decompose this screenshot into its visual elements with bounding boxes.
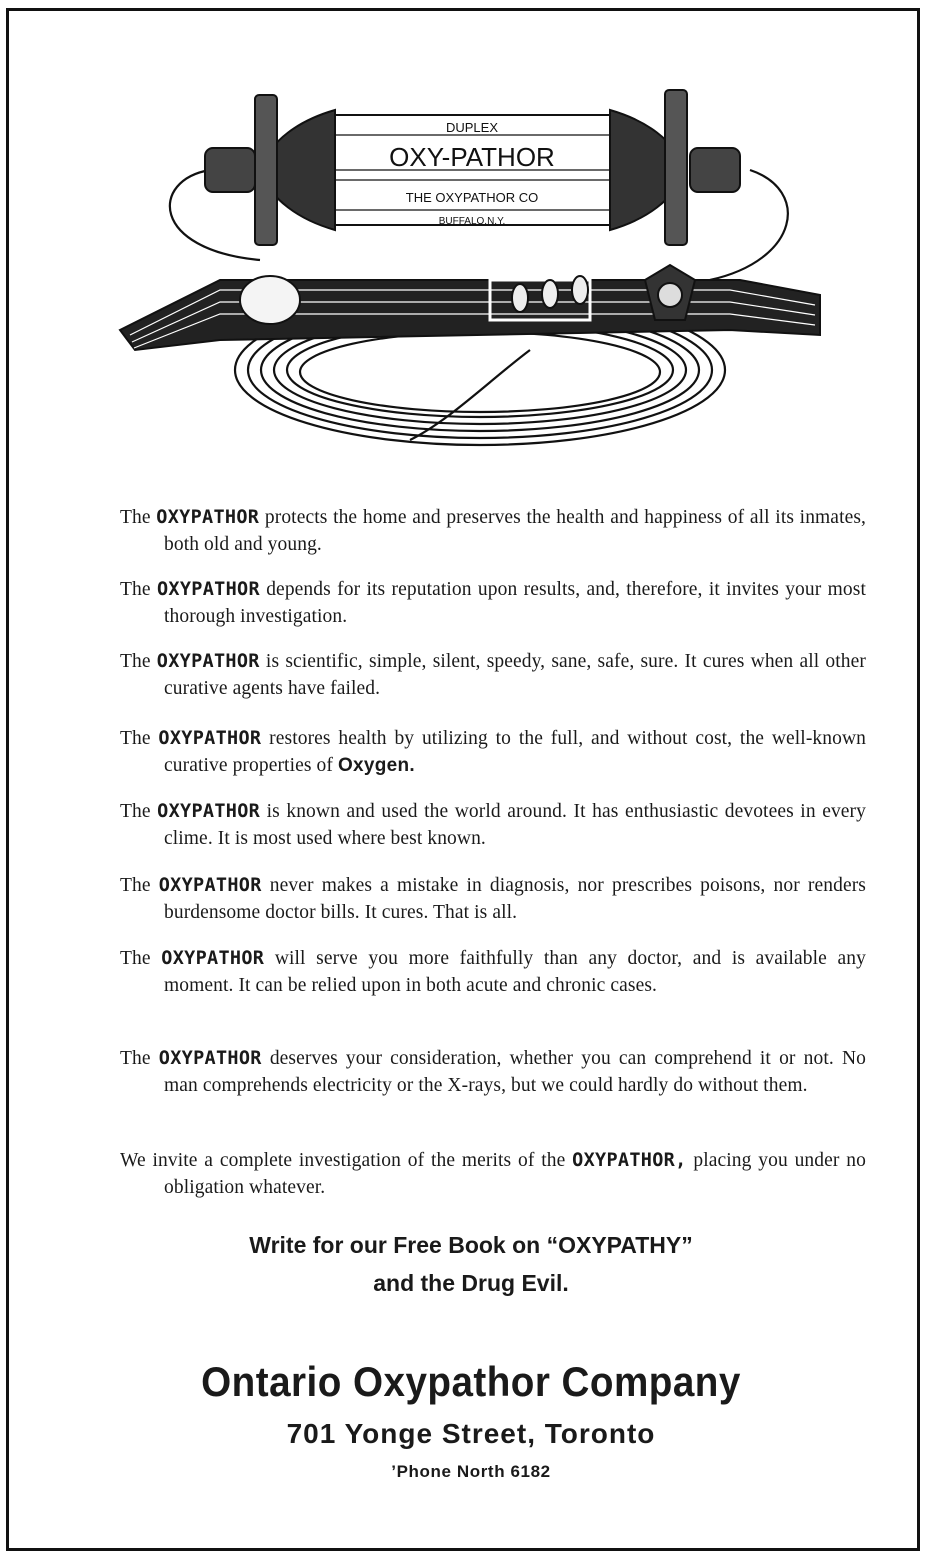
- paragraph-3: The OXYPATHOR is scientific, simple, silent, speedy, sane, safe, sure. It cures when all other curative agents have failed.: [120, 651, 866, 699]
- paragraph-2: The OXYPATHOR depends for its reputation upon results, and, therefore, it invites your most thorough investigation.: [120, 579, 866, 627]
- paragraph-9: We invite a complete investigation of the merits of the OXYPATHOR, placing you under no obligation whatever.: [120, 1150, 866, 1198]
- device-label-name: OXY-PATHOR: [389, 142, 555, 172]
- device-label-maker: THE OXYPATHOR CO: [405, 190, 539, 205]
- oxypathor-device-illustration: [110, 80, 830, 460]
- paragraph-8: The OXYPATHOR deserves your consideration, whether you can comprehend it or not. No man comprehends electricity or the X-rays, but we could hardly do without them.: [120, 1048, 867, 1096]
- paragraph-7: The OXYPATHOR will serve you more faithfully than any doctor, and is available any moment. It can be relied upon in both acute and chronic cases.: [120, 948, 867, 996]
- device-label-duplex: DUPLEX: [445, 120, 499, 135]
- cta-line-2: and the Drug Evil.: [373, 1270, 569, 1296]
- company-address: 701 Yonge Street, Toronto: [286, 1418, 656, 1449]
- paragraph-6: The OXYPATHOR never makes a mistake in diagnosis, nor prescribes poisons, nor renders burdensome doctor bills. It cures. That is all.: [120, 875, 867, 923]
- company-name: Ontario Oxypathor Company: [201, 1358, 741, 1405]
- cylinder: [205, 90, 740, 245]
- cta-line-1: Write for our Free Book on “OXYPATHY”: [249, 1232, 693, 1258]
- paragraph-5: The OXYPATHOR is known and used the world around. It has enthusiastic devotees in every clime. It is most used where best known.: [120, 801, 866, 849]
- paragraph-4: The OXYPATHOR restores health by utilizing to the full, and without cost, the well-known curative properties of Oxygen.: [120, 728, 866, 776]
- company-phone: ’Phone North 6182: [391, 1462, 551, 1481]
- paragraph-1: The OXYPATHOR protects the home and preserves the health and happiness of all its inmates, both old and young.: [120, 507, 867, 555]
- device-label-city: BUFFALO.N.Y.: [438, 216, 506, 227]
